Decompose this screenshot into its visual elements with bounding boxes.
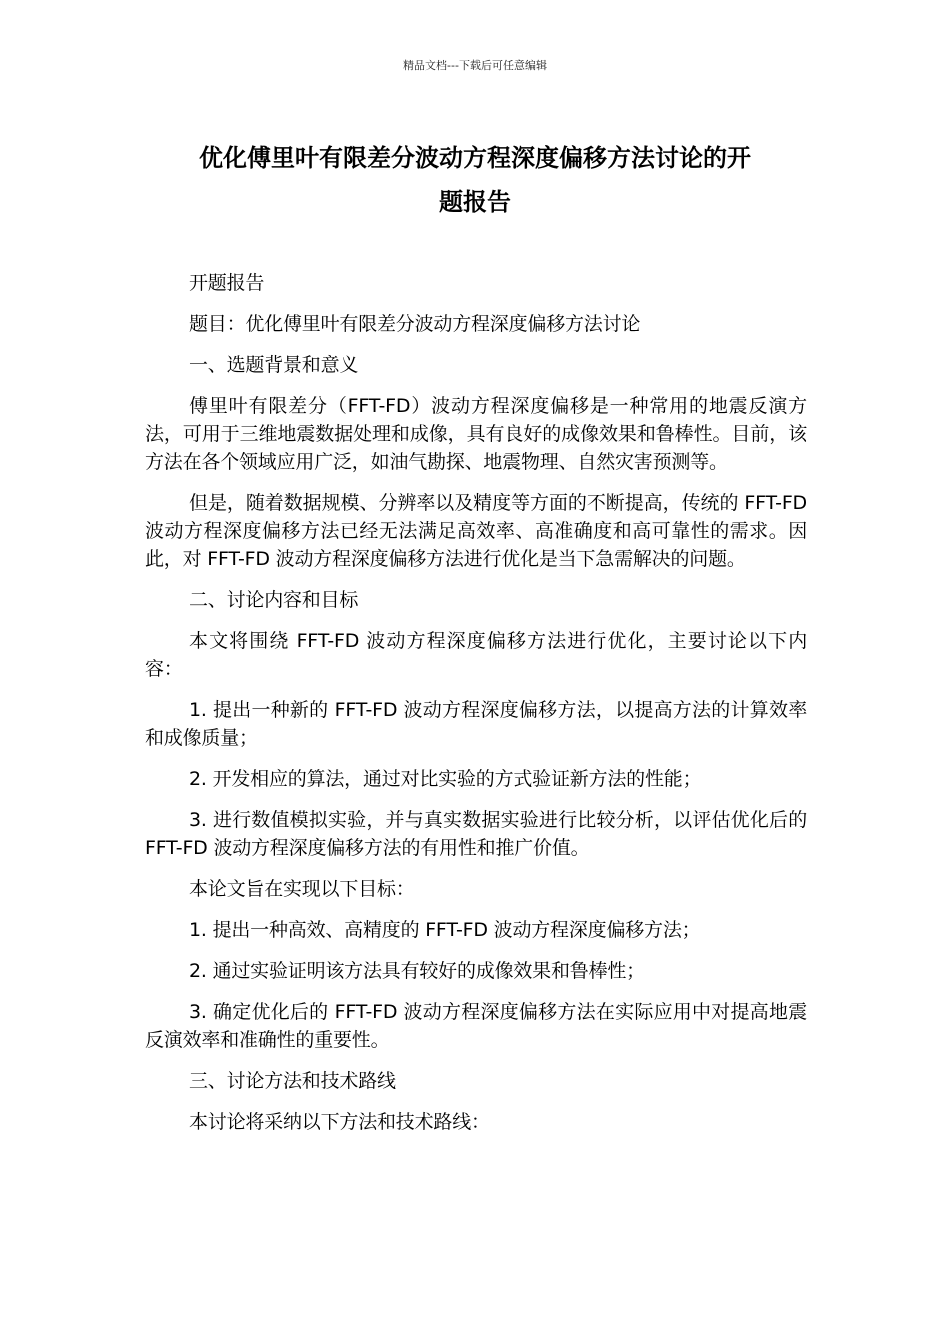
section-heading: 二、讨论内容和目标 <box>189 589 359 611</box>
paragraph: 但是，随着数据规模、分辨率以及精度等方面的不断提高，传统的 FFT-FD 波动方程深度偏移方法已经无法满足高效率、高准确度和高可靠性的需求。因此，对 FFT-FD 波动方程深度偏移方法进行优化是当下急需解决的问题。 <box>145 492 807 570</box>
section-heading: 一、选题背景和意义 <box>189 354 359 376</box>
paragraph-topic: 题目：优化傅里叶有限差分波动方程深度偏移方法讨论 <box>189 313 641 335</box>
list-item: 3. 进行数值模拟实验，并与真实数据实验进行比较分析，以评估优化后的 FFT-FD 波动方程深度偏移方法的有用性和推广价值。 <box>145 809 807 859</box>
paragraph-label: 开题报告 <box>189 272 265 294</box>
document-body <box>145 269 807 1149</box>
list-item: 1. 提出一种新的 FFT-FD 波动方程深度偏移方法，以提高方法的计算效率和成像质量； <box>145 699 807 749</box>
section-heading: 三、讨论方法和技术路线 <box>189 1070 396 1092</box>
paragraph: 傅里叶有限差分（FFT-FD）波动方程深度偏移是一种常用的地震反演方法，可用于三维地震数据处理和成像，具有良好的成像效果和鲁棒性。目前，该方法在各个领域应用广泛，如油气勘探、地震物理、自然灾害预测等。 <box>145 395 807 473</box>
title-line-1: 优化傅里叶有限差分波动方程深度偏移方法讨论的开 <box>199 144 751 172</box>
paragraph: 本文将围绕 FFT-FD 波动方程深度偏移方法进行优化，主要讨论以下内容： <box>145 630 807 680</box>
header-note: 精品文档---下载后可任意编辑 <box>403 59 547 72</box>
paragraph: 本论文旨在实现以下目标： <box>189 878 415 900</box>
document-title <box>142 136 808 224</box>
paragraph: 本讨论将采纳以下方法和技术路线： <box>189 1111 490 1133</box>
list-item: 1. 提出一种高效、高精度的 FFT-FD 波动方程深度偏移方法； <box>189 919 701 941</box>
list-item: 3. 确定优化后的 FFT-FD 波动方程深度偏移方法在实际应用中对提高地震反演效率和准确性的重要性。 <box>145 1001 807 1051</box>
list-item: 2. 通过实验证明该方法具有较好的成像效果和鲁棒性； <box>189 960 645 982</box>
title-line-2: 题报告 <box>439 188 511 216</box>
list-item: 2. 开发相应的算法，通过对比实验的方式验证新方法的性能； <box>189 768 702 790</box>
